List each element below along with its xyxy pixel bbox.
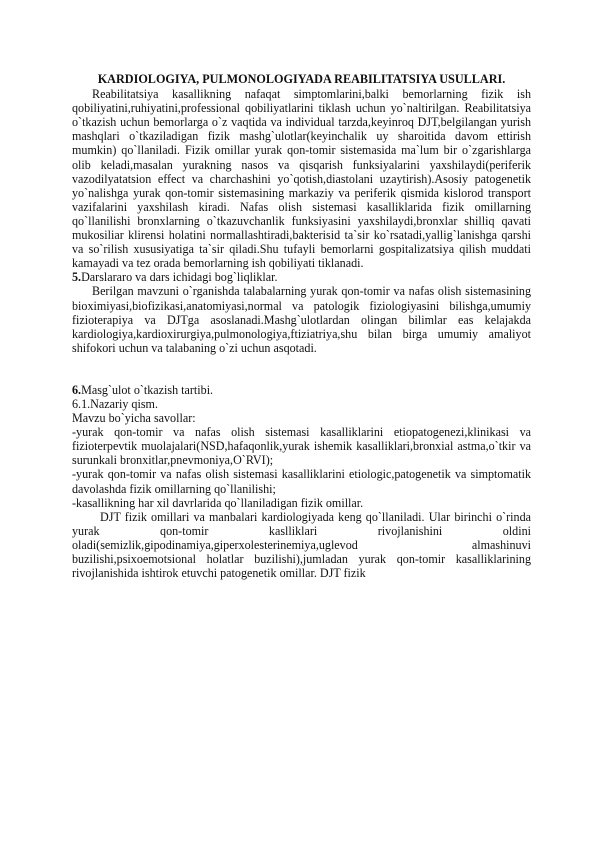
section-5-heading-text: Darslararo va dars ichidagi bog`liqliklar. xyxy=(81,270,278,285)
section-6-heading-text: Masg`ulot o`tkazish tartibi. xyxy=(81,382,214,397)
question-item: -yurak qon-tomir va nafas olish sistemasi kasalliklarini etiologic,patogenetik va simptomatik davolashda fizik omillarning qo`llanilishi; xyxy=(72,467,531,496)
question-item: -yurak qon-tomir va nafas olish sistemasi kasalliklarini etiopatogenezi,klinikasi va fizioterpevtik muolajalari(NSD,hafaqonlik,yurak ishemik kasalliklari,bronxial astma,o`tkir va surunkali bronxitlar,pnevmoniya,O`RVI); xyxy=(72,425,531,468)
intro-paragraph: Reabilitatsiya kasallikning nafaqat simptomlarini,balki bemorlarning fizik ish qobiliyatini,ruhiyatini,professional qobiliyatlarini tiklash uchun yo`naltirilgan. Reabilitatsiya o`tkazish uchun bemorlarga o`z vaqtida va individual tarzda,keyinroq DJT,belgilangan yurish mashqlari o`tkaziladigan fizik mashg`ulotlar(keyinchalik uy sharoitida davom ettirish mumkin) qo`llaniladi. Fizik omillar yurak qon-tomir sistemasida ma`lum bir o`zgarishlarga olib keladi,masalan yurakning nasos va qisqarish funksiyalarini yaxshilaydi(periferik vazodilyatatsion effect va charchashini yo`qotish,diastolani uzaytirish).Asosiy patogenetik yo`nalishga yurak qon-tomir sistemasining markaziy va periferik qismida kislorod transport vazifalarini yaxshilash kiradi. Nafas olish sistemasi kasalliklarida fizik omillarning qo`llanilishi bronxlarning o`tkazuvchanlik funksiyasini yaxshilaydi,bronxlar shilliq qavati mukosiliar klirensi holatini normallashtiradi,bakterisid ta`sir ko`rsatadi,yallig`lanishga qarshi va so`rilish xususiyatiga ta`sir qiladi.Shu tufayli bemorlarni gospitalizatsiya qilish muddati kamayadi va tez orada bemorlarning ish qobiliyati tiklanadi. xyxy=(72,87,531,271)
questions-heading: Mavzu bo`yicha savollar: xyxy=(72,411,196,426)
section-6-heading xyxy=(72,383,531,397)
section-6-1-heading: 6.1.Nazariy qism. xyxy=(72,396,158,411)
section-5-heading xyxy=(72,270,531,284)
page-content xyxy=(72,72,531,580)
closing-paragraph: DJT fizik omillari va manbalari kardiologiyada keng qo`llaniladi. Ular birinchi o`rinda yurak qon-tomir kaslliklari rivojlanishini oldini oladi(semizlik,gipodinamiya,giperxolesterinemiya,uglevod almashinuvi buzilishi,psixoemotsional holatlar buzilishi),jumladan yurak qon-tomir kasalliklarining rivojlanishida ishtirok etuvchi patogenetik omillar. DJT fizik xyxy=(72,509,531,581)
section-5-body: Berilgan mavzuni o`rganishda talabalarning yurak qon-tomir va nafas olish sistemasining bioximiyasi,biofizikasi,anatomiyasi,normal va patologik fiziologiyasini bilishga,umumiy fizioterapiya va DJTga asoslanadi.Mashg`ulotlardan olingan bilimlar eas kelajakda kardiologiya,kardioxirurgiya,pulmonologiya,ftiziatriya,shu bilan birga umumiy amaliyot shifokori uchun va talabaning o`zi uchun asqotadi. xyxy=(72,284,531,355)
section-6-number: 6. xyxy=(72,382,82,397)
question-item: -kasallikning har xil davrlarida qo`llaniladigan fizik omillar. xyxy=(72,495,364,510)
page-title: KARDIOLOGIYA, PULMONOLOGIYADA REABILITATSIYA USULLARI. xyxy=(97,72,506,86)
section-spacer xyxy=(72,355,531,383)
section-5-number: 5. xyxy=(72,270,82,285)
